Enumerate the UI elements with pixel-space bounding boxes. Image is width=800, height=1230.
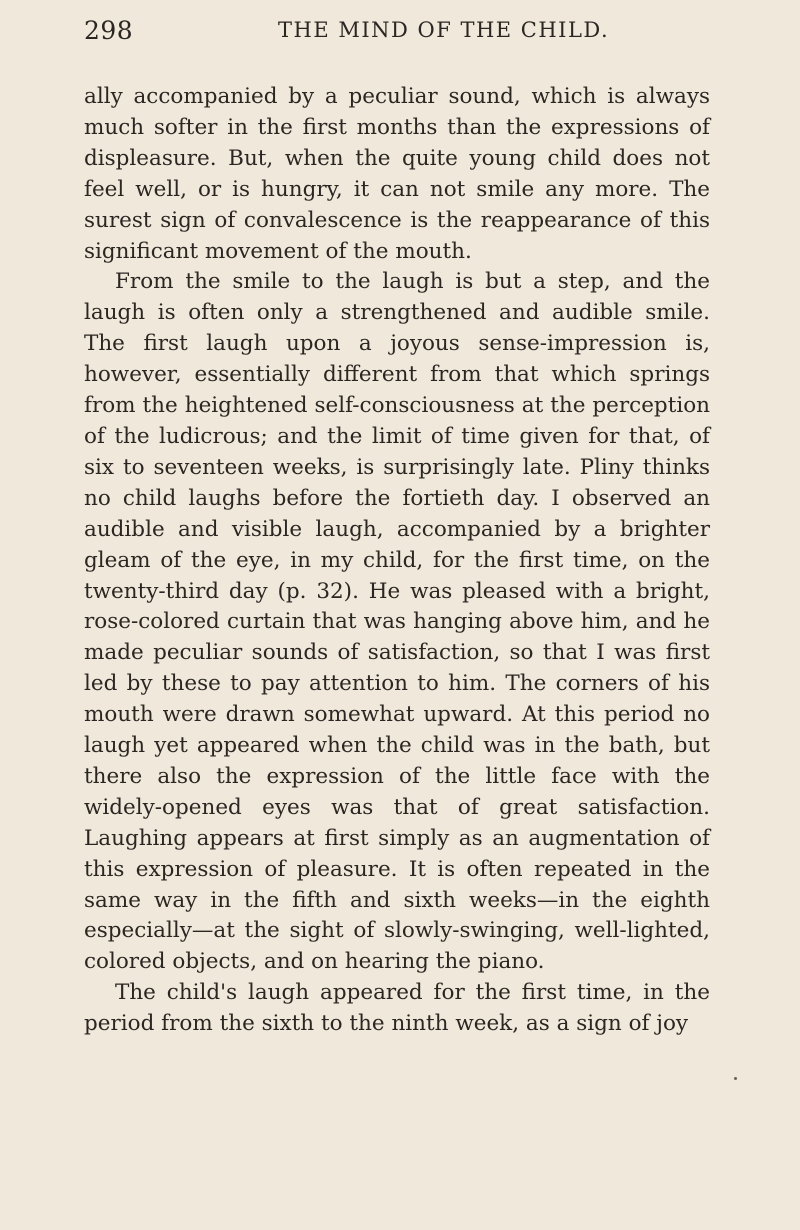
paragraph-smile-to-laugh: From the smile to the laugh is but a step, and the laugh is often only a strengthened and audible smile. The first laugh upon a joyous sense-impression is, however, essentially different from that which springs from the heightened self-consciousness at the perception of the ludicrous; and the limit of time given for that, of six to seventeen weeks, is surprisingly late. Pliny thinks no child laughs before the fortieth day. I observed an audible and visible laugh, accompanied by a brighter gleam of the eye, in my child, for the first time, on the twenty-third day (p. 32). He was pleased with a bright, rose-colored curtain that was hanging above him, and he made peculiar sounds of satisfaction, so that I was first led by these to pay attention to him. The corners of his mouth were drawn somewhat upward. At this period no laugh yet appeared when the child was in the bath, but there also the expression of the little face with the widely-opened eyes was that of great satisfaction. Laughing appears at first simply as an augmentation of this expression of pleasure. It is often repeated in the same way in the fifth and sixth weeks—in the eighth especially—at the sight of slowly-swinging, well-lighted, colored objects, and on hearing the piano.	[84, 269, 710, 975]
running-title: THE MIND OF THE CHILD.	[278, 18, 610, 42]
margin-speck	[734, 1077, 737, 1080]
page-number: 298	[84, 16, 134, 45]
body-text	[84, 82, 710, 1040]
paragraph-childs-laugh: The child's laugh appeared for the first time, in the period from the sixth to the ninth week, as a sign of joy	[84, 980, 710, 1037]
running-head	[84, 16, 710, 56]
paragraph-continued: ally accompanied by a peculiar sound, which is always much softer in the first months than the expressions of displeasure. But, when the quite young child does not feel well, or is hungry, it can not smile any more. The surest sign of convalescence is the reappearance of this significant movement of the mouth.	[84, 84, 710, 264]
